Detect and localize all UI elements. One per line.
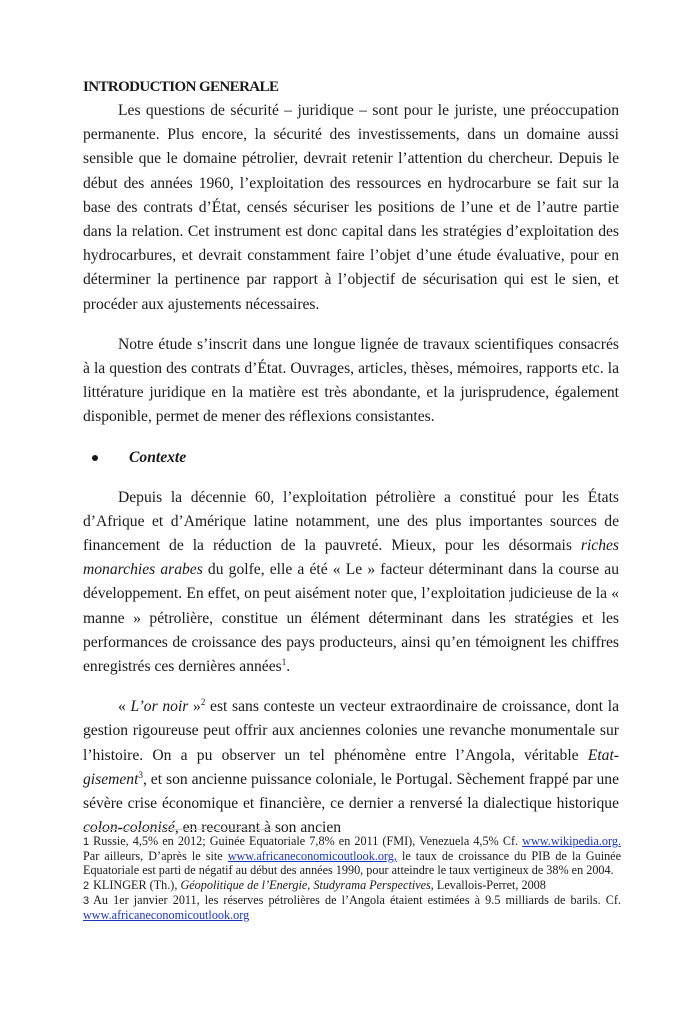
link-africaneconomicoutlook[interactable]: www.africaneconomicoutlook.org	[83, 908, 250, 923]
link-africaneconomicoutlook[interactable]: www.africaneconomicoutlook.org,	[227, 849, 397, 864]
paragraph-2: Notre étude s’inscrit dans une longue lignée de travaux scientifiques consacrés à la question des contrats d’État. Ouvrages, articles, thèses, mémoires, rapports etc. la littérature juridique en la matière est très abondante, et la jurisprudence, également disponible, permet de mener des réflexions consistantes.	[83, 335, 619, 426]
italic-phrase: riches monarchies arabes	[83, 537, 619, 579]
italic-phrase: colon-colonisé	[83, 819, 175, 837]
section-bullet	[83, 446, 619, 470]
footnote-number: 2	[83, 879, 90, 892]
italic-phrase: L’or noir	[130, 698, 189, 716]
italic-phrase: Etat-gisement	[83, 746, 619, 788]
footnote-2: 2 KLINGER (Th.), Géopolitique de l’Energie, Studyrama Perspectives, Levallois-Perret, 2008	[83, 877, 546, 892]
link-wikipedia[interactable]: www.wikipedia.org.	[522, 834, 621, 848]
paragraph-4: « L’or noir »$^2$ est sans conteste un vecteur extraordinaire de croissance, dont la gestion rigoureuse peut offrir aux anciennes colonies une revanche monumentale sur l’histoire. On a pu observer un tel phénomène entre l’Angola, véritable Etat-gisement$^3$, et son ancienne puissance coloniale, le Portugal. Sèchement frappé par une sévère crise économique et financière, ce dernier a renversé la dialectique historique colon-colonisé, en recourant à son ancien	[83, 697, 620, 837]
paragraph-1: Les questions de sécurité – juridique – sont pour le juriste, une préoccupation permanente. Plus encore, la sécurité des investissements, dans un domaine aussi sensible que le domaine pétrolier, devrait retenir l’attention du chercheur. Depuis le début des années 1960, l’exploitation des ressources en hydrocarbure se fait sur la base des contrats d’État, censés sécuriser les positions de l’une et de l’autre partie dans la relation. Cet instrument est donc capital dans les stratégies d’exploitation des hydrocarbures, et devrait constamment faire l’objet d’une étude évaluative, pour en déterminer la pertinence par rapport à l’objectif de sécurisation qui est le sien, et procéder aux ajustements nécessaires.	[83, 102, 619, 313]
bullet-dot-icon	[92, 455, 98, 461]
footnote-3: 3 Au 1er janvier 2011, les réserves pétrolières de l’Angola étaient estimées à 9.5 milliards de barils. Cf. www.africaneconomicoutlook.org	[83, 892, 621, 923]
body-text	[83, 99, 619, 856]
paragraph-3: Depuis la décennie 60, l’exploitation pétrolière a constitué pour les États d’Afrique et d’Amérique latine notamment, une des plus importantes sources de financement de la réduction de la pauvreté. Mieux, pour les désormais riches monarchies arabes du golfe, elle a été « Le » facteur déterminant dans la course au développement. En effet, on peut aisément noter que, l’exploitation judicieuse de la « manne » pétrolière, constitue un élément déterminant dans les stratégies et les performances de croissance des pays producteurs, ainsi qu’en témoignent les chiffres enregistrés ces dernières années$^1$.	[83, 488, 619, 676]
footnote-number: 1	[83, 836, 90, 848]
footnote-separator	[83, 829, 273, 830]
footnote-ref-3[interactable]: 3	[138, 769, 143, 780]
section-heading-contexte: Contexte	[129, 448, 187, 466]
footnotes	[83, 834, 621, 922]
footnote-ref-1[interactable]: 1	[281, 656, 287, 667]
footnote-1: 1 Russie, 4,5% en 2012; Guinée Equatoriale 7,8% en 2011 (FMI), Venezuela 4,5% Cf. www.wikipedia.org. Par ailleurs, D’après le site www.africaneconomicoutlook.org, le taux de croissance du PIB de la Guinée Equatoriale est parti de négatif au début des années 1990, pour atteindre le taux vertigineux de 38% en 2004.	[83, 834, 621, 878]
page-title: INTRODUCTION GENERALE	[83, 79, 279, 95]
footnote-ref-2[interactable]: 2	[200, 697, 206, 708]
footnote-number: 3	[83, 894, 90, 907]
